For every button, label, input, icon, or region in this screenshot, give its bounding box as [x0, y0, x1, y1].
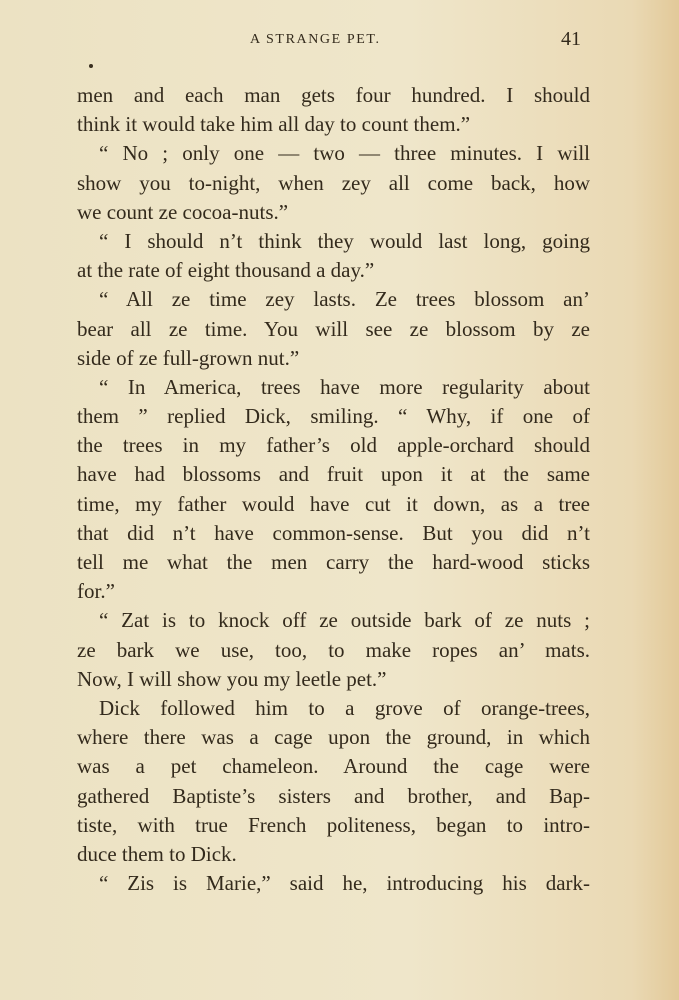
text-line: “ Zat is to knock off ze outside bark of ze nuts ;	[99, 608, 590, 633]
text-line: tiste, with true French politeness, began to intro-	[77, 812, 590, 837]
text-line: “ In America, trees have more regularity about	[99, 374, 590, 399]
text-line: side of ze full-grown nut.”	[77, 345, 300, 370]
text-line: for.”	[77, 579, 115, 604]
text-line: duce them to Dick.	[77, 841, 237, 866]
text-line: was a pet chameleon. Around the cage were	[77, 754, 590, 779]
text-line: time, my father would have cut it down, as a tree	[77, 491, 590, 516]
text-line: Now, I will show you my leetle pet.”	[77, 666, 387, 691]
text-line: that did n’t have common-sense. But you did n’t	[77, 520, 590, 545]
text-line: bear all ze time. You will see ze blossom by ze	[77, 316, 590, 341]
ink-speck	[89, 64, 93, 68]
text-line: “ I should n’t think they would last long, going	[99, 228, 590, 253]
text-line: at the rate of eight thousand a day.”	[77, 258, 375, 283]
text-line: we count ze cocoa-nuts.”	[77, 199, 289, 224]
running-title: A STRANGE PET.	[250, 32, 381, 47]
text-line: ze bark we use, too, to make ropes an’ mats.	[77, 637, 590, 662]
page-body-text	[77, 81, 590, 898]
text-line: the trees in my father’s old apple-orchard should	[77, 433, 590, 458]
text-line: “ Zis is Marie,” said he, introducing his dark-	[99, 871, 590, 896]
text-line: “ No ; only one — two — three minutes. I will	[99, 141, 590, 166]
text-line: show you to-night, when zey all come back, how	[77, 170, 590, 195]
text-line: “ All ze time zey lasts. Ze trees blossom an’	[99, 287, 590, 312]
text-line: think it would take him all day to count them.”	[77, 112, 471, 137]
text-line: tell me what the men carry the hard-wood sticks	[77, 550, 590, 574]
text-line: where there was a cage upon the ground, in which	[77, 725, 590, 750]
text-line: gathered Baptiste’s sisters and brother, and Bap-	[77, 783, 590, 808]
page-header	[0, 30, 679, 54]
text-line: them ” replied Dick, smiling. “ Why, if one of	[77, 404, 590, 429]
text-line: have had blossoms and fruit upon it at the same	[77, 462, 590, 487]
text-line: men and each man gets four hundred. I should	[77, 83, 590, 107]
text-line: Dick followed him to a grove of orange-trees,	[99, 695, 590, 720]
page-number: 41	[561, 28, 581, 50]
